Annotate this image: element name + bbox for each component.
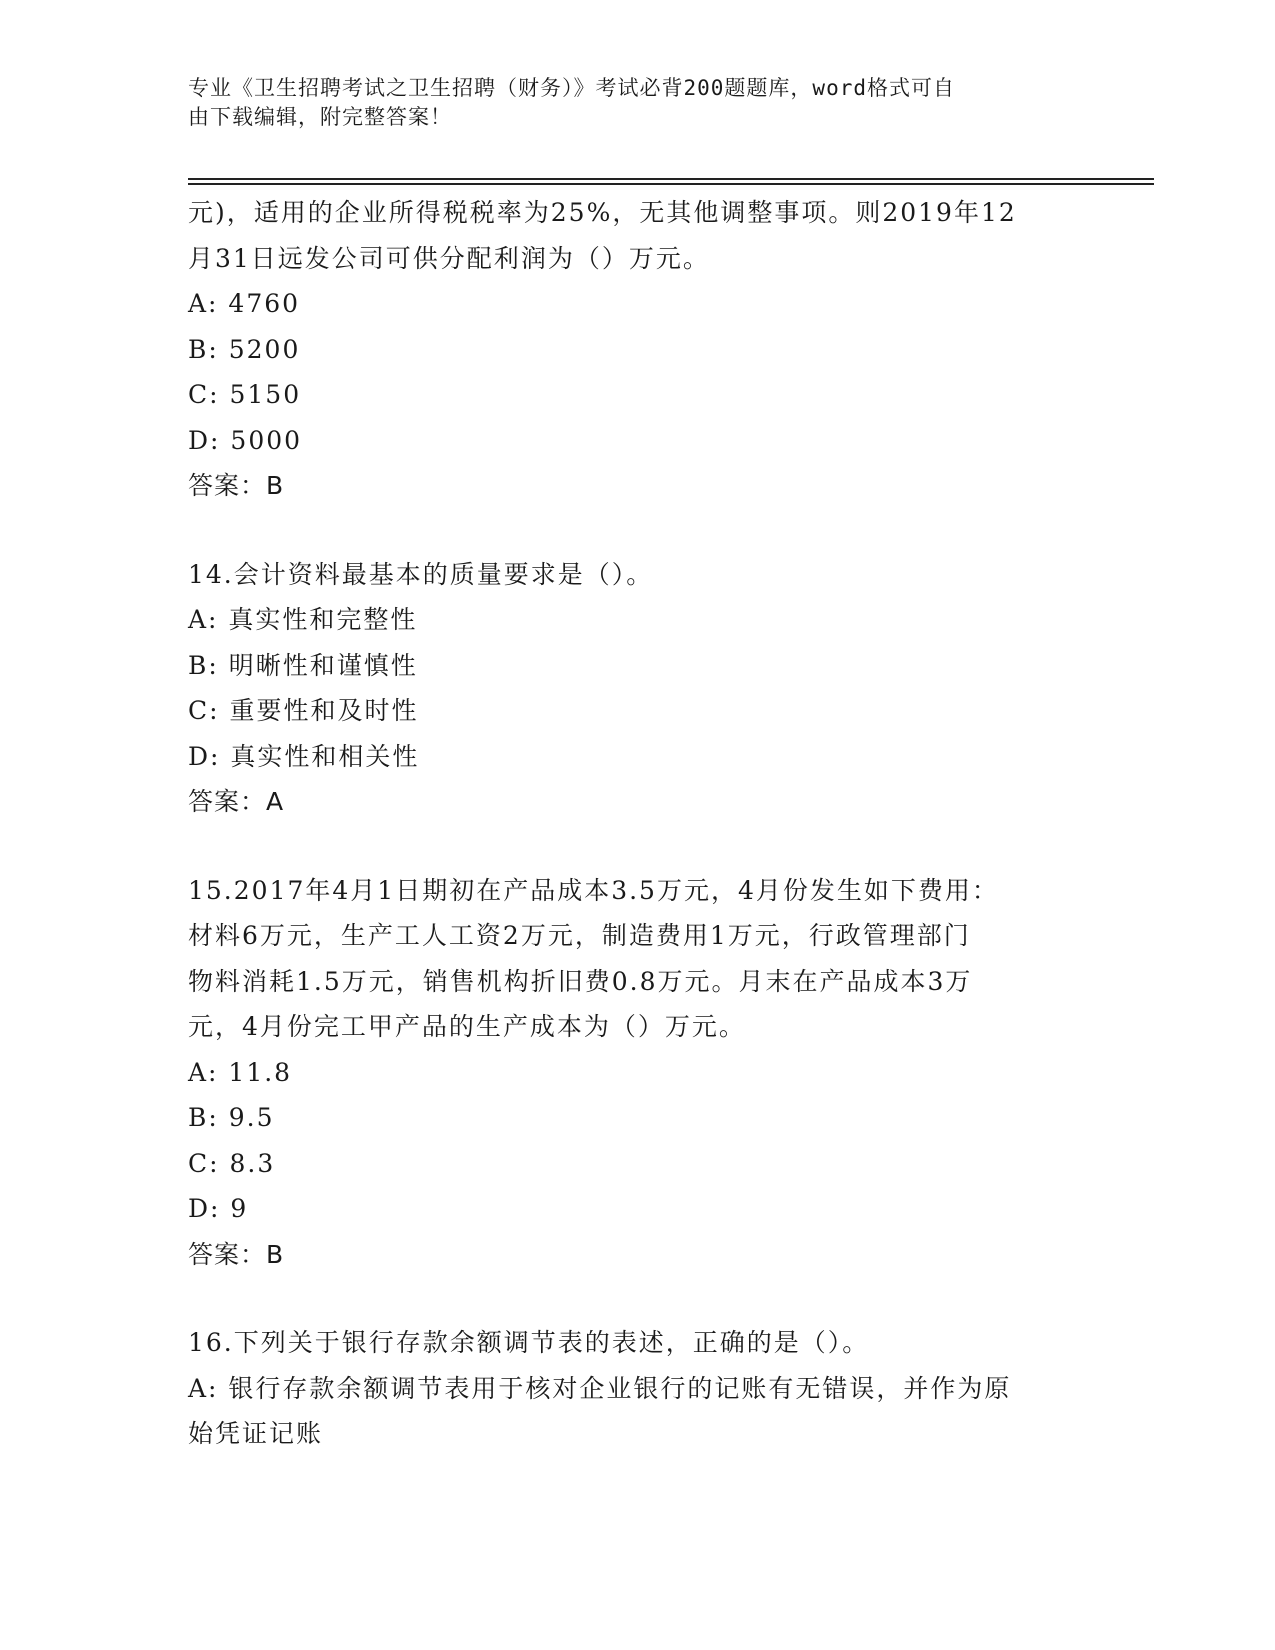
question-stem-line: 15.2017年4月1日期初在产品成本3.5万元，4月份发生如下费用： xyxy=(188,875,999,905)
document-header xyxy=(188,74,1068,132)
question-stem-line: 物料消耗1.5万元，销售机构折旧费0.8万元。月末在产品成本3万 xyxy=(188,966,973,996)
spacer xyxy=(188,825,1078,868)
question-content xyxy=(188,190,1078,1457)
answer-label: 答案：A xyxy=(188,787,285,816)
header-divider-bottom xyxy=(188,183,1154,185)
question-stem-line: 16.下列关于银行存款余额调节表的表述，正确的是（）。 xyxy=(188,1328,870,1357)
option-d: D: 5000 xyxy=(188,425,303,455)
option-a: A: 银行存款余额调节表用于核对企业银行的记账有无错误，并作为原 xyxy=(188,1373,1012,1403)
header-line-1: 专业《卫生招聘考试之卫生招聘（财务）》考试必背200题题库，word格式可自 xyxy=(188,76,955,100)
option-d: D: 9 xyxy=(188,1194,249,1223)
option-a-continued: 始凭证记账 xyxy=(188,1419,324,1448)
question-stem-line: 月31日远发公司可供分配利润为（）万元。 xyxy=(188,243,710,273)
spacer xyxy=(188,1277,1078,1320)
question-stem-line: 14.会计资料最基本的质量要求是（）。 xyxy=(188,559,654,589)
question-14 xyxy=(188,552,1078,825)
answer-label: 答案：B xyxy=(188,1239,285,1269)
option-c: C: 8.3 xyxy=(188,1148,276,1178)
option-b: B: 5200 xyxy=(188,334,301,364)
question-stem-line: 元，4月份完工甲产品的生产成本为（）万元。 xyxy=(188,1012,746,1041)
header-divider-top xyxy=(188,178,1154,180)
spacer xyxy=(188,509,1078,552)
question-15 xyxy=(188,868,1078,1278)
header-line-2: 由下载编辑，附完整答案！ xyxy=(188,105,452,129)
option-d: D: 真实性和相关性 xyxy=(188,741,420,771)
question-16 xyxy=(188,1320,1078,1457)
option-a: A: 4760 xyxy=(188,289,301,318)
question-stem-line: 元)，适用的企业所得税税率为25%，无其他调整事项。则2019年12 xyxy=(188,198,1017,227)
option-a: A: 11.8 xyxy=(188,1057,293,1087)
option-c: C: 重要性和及时性 xyxy=(188,696,419,725)
answer-label: 答案：B xyxy=(188,471,285,500)
option-b: B: 明晰性和谨慎性 xyxy=(188,650,418,680)
option-c: C: 5150 xyxy=(188,380,302,409)
option-b: B: 9.5 xyxy=(188,1103,275,1132)
question-13 xyxy=(188,190,1078,509)
option-a: A: 真实性和完整性 xyxy=(188,605,418,634)
question-stem-line: 材料6万元，生产工人工资2万元，制造费用1万元，行政管理部门 xyxy=(188,921,971,950)
